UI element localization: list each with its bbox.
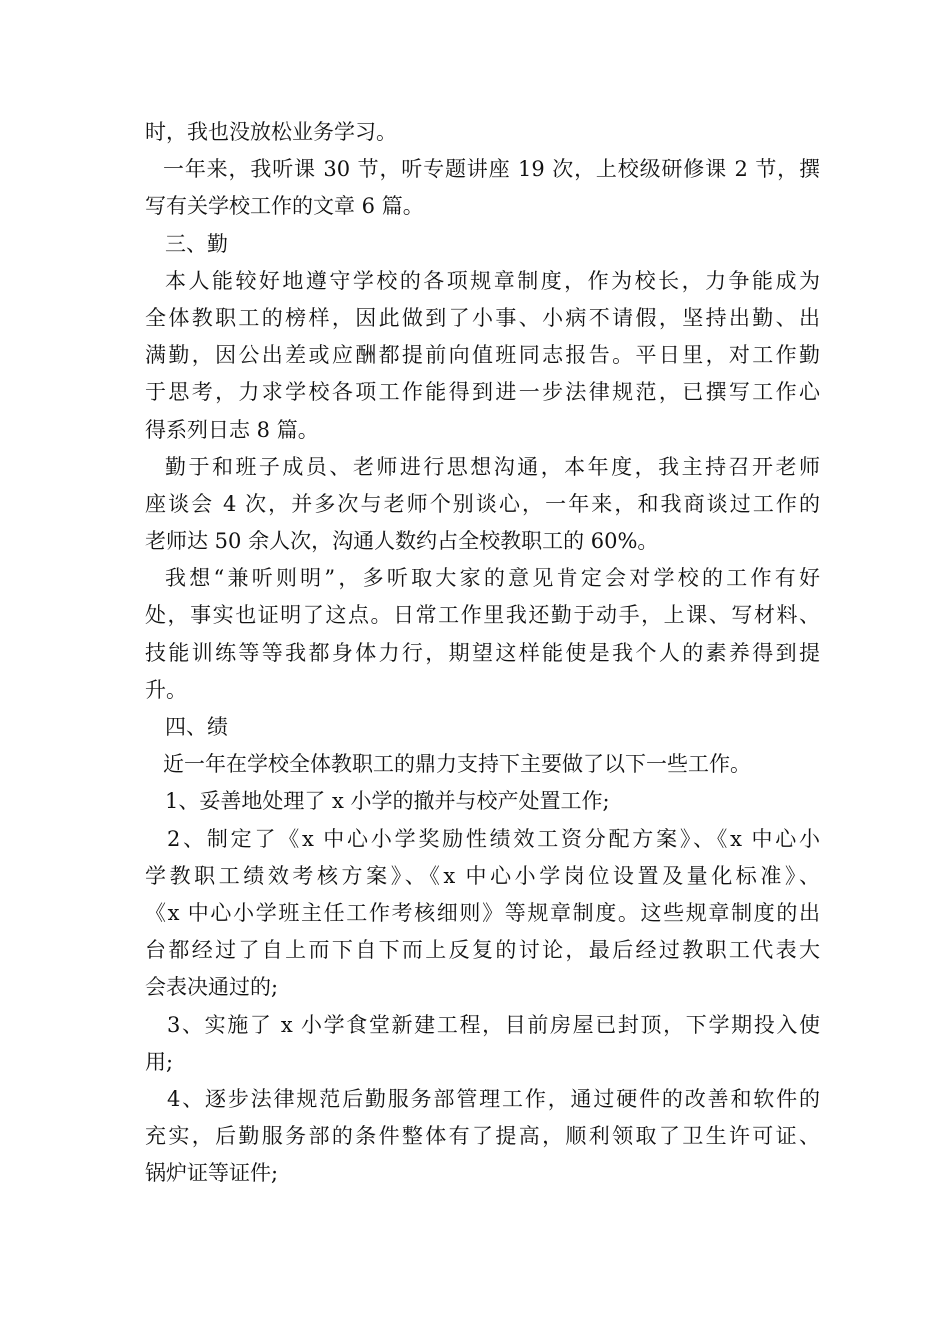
- document-line: 时，我也没放松业务学习。: [145, 120, 397, 144]
- document-line: 近一年在学校全体教职工的鼎力支持下主要做了以下一些工作。: [163, 752, 751, 777]
- document-line: 会表决通过的;: [145, 975, 279, 1000]
- document-line: 学教职工绩效考核方案》、《x 中心小学岗位设置及量化标准》、: [145, 863, 820, 888]
- document-line: 2、制定了《x 中心小学奖励性绩效工资分配方案》、《x 中心小: [167, 826, 820, 851]
- document-line: 充实，后勤服务部的条件整体有了提高，顺利领取了卫生许可证、: [145, 1124, 820, 1149]
- document-line: 我想“兼听则明”，多听取大家的意见肯定会对学校的工作有好: [165, 566, 820, 591]
- document-line: 四、绩: [165, 715, 228, 739]
- document-line: 《x 中心小学班主任工作考核细则》等规章制度。这些规章制度的出: [145, 900, 820, 925]
- document-line: 3、实施了 x 小学食堂新建工程，目前房屋已封顶，下学期投入使: [167, 1012, 820, 1037]
- document-line: 满勤，因公出差或应酬都提前向值班同志报告。平日里，对工作勤: [145, 343, 820, 368]
- document-line: 得系列日志 8 篇。: [145, 417, 319, 442]
- document-line: 本人能较好地遵守学校的各项规章制度，作为校长，力争能成为: [165, 268, 820, 293]
- document-line: 4、逐步法律规范后勤服务部管理工作，通过硬件的改善和软件的: [167, 1086, 820, 1111]
- document-line: 老师达 50 余人次，沟通人数约占全校教职工的 60%。: [145, 529, 659, 554]
- document-line: 全体教职工的榜样，因此做到了小事、小病不请假，坚持出勤、出: [145, 305, 820, 330]
- document-line: 升。: [145, 677, 187, 702]
- document-line: 勤于和班子成员、老师进行思想沟通，本年度，我主持召开老师: [165, 454, 820, 479]
- document-line: 一年来，我听课 30 节，听专题讲座 19 次，上校级研修课 2 节，撰: [163, 157, 820, 182]
- document-line: 1、妥善地处理了 x 小学的撤并与校产处置工作;: [165, 789, 610, 814]
- document-line: 三、勤: [165, 231, 228, 256]
- document-line: 台都经过了自上而下自下而上反复的讨论，最后经过教职工代表大: [145, 938, 820, 963]
- document-body: [145, 114, 820, 1192]
- document-line: 写有关学校工作的文章 6 篇。: [145, 194, 424, 219]
- document-line: 处，事实也证明了这点。日常工作里我还勤于动手，上课、写材料、: [145, 603, 820, 628]
- document-line: 用;: [145, 1049, 174, 1074]
- document-line: 座谈会 4 次，并多次与老师个别谈心，一年来，和我商谈过工作的: [145, 491, 820, 516]
- document-line: 锅炉证等证件;: [145, 1161, 279, 1186]
- document-line: 于思考，力求学校各项工作能得到进一步法律规范，已撰写工作心: [145, 380, 820, 405]
- document-line: 技能训练等等我都身体力行，期望这样能使是我个人的素养得到提: [145, 640, 820, 665]
